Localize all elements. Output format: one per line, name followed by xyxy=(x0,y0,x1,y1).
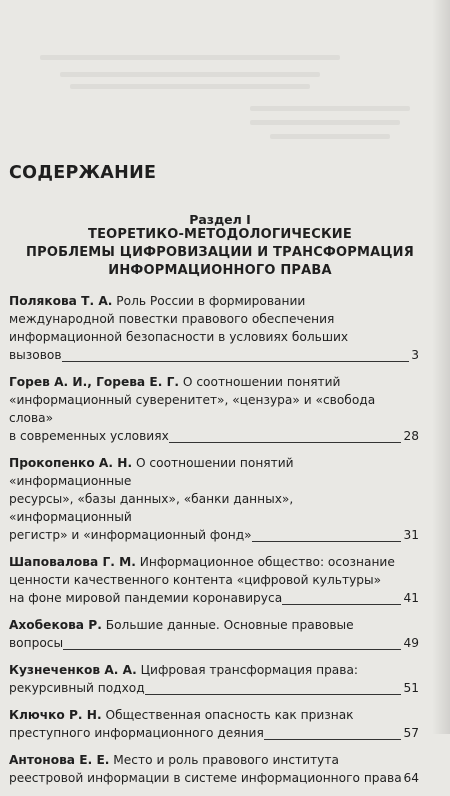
toc-title-line: вызовов xyxy=(9,348,62,362)
toc-author: Шаповалова Г. М. xyxy=(9,555,136,569)
toc-page-number: 28 xyxy=(403,429,419,443)
toc-title-line: реестровой информации в системе информационного права xyxy=(9,771,402,785)
toc-title-line: регистр» и «информационный фонд» xyxy=(9,528,252,542)
toc-entry[interactable] xyxy=(9,616,419,652)
toc-author: Антонова Е. Е. xyxy=(9,753,110,767)
toc-author: Ключко Р. Н. xyxy=(9,708,102,722)
section-title-line: ИНФОРМАЦИОННОГО ПРАВА xyxy=(108,263,332,278)
section-label: Раздел I xyxy=(189,212,251,227)
toc-page-number: 3 xyxy=(411,348,419,362)
toc-title-line: ресурсы», «базы данных», «банки данных», «информационный xyxy=(9,492,294,524)
toc-author: Прокопенко А. Н. xyxy=(9,456,133,470)
section-title xyxy=(0,226,440,280)
toc-page-number: 41 xyxy=(403,591,419,605)
section-title-line: ТЕОРЕТИКО-МЕТОДОЛОГИЧЕСКИЕ xyxy=(88,227,352,242)
toc-title-line: информационной безопасности в условиях больших xyxy=(9,330,349,344)
toc-page-number: 49 xyxy=(403,636,419,650)
toc-title-line: О соотношении понятий «информационные xyxy=(9,456,294,488)
toc-page-number: 51 xyxy=(403,681,419,695)
section-title-line: ПРОБЛЕМЫ ЦИФРОВИЗАЦИИ И ТРАНСФОРМАЦИЯ xyxy=(26,245,414,260)
toc-title-line: вопросы xyxy=(9,636,64,650)
toc-page-number: 31 xyxy=(403,528,419,542)
toc-entry[interactable] xyxy=(9,751,419,787)
toc-author: Ахобекова Р. xyxy=(9,618,102,632)
toc-title-line: Место и роль правового института xyxy=(113,753,339,767)
toc-title-line: ценности качественного контента «цифровой культуры» xyxy=(9,573,382,587)
toc-author: Полякова Т. А. xyxy=(9,294,113,308)
toc-title-line: международной повестки правового обеспечения xyxy=(9,312,335,326)
toc-title-line: «информационный суверенитет», «цензура» и «свобода слова» xyxy=(9,393,376,425)
toc-author: Горев А. И., Горева Е. Г. xyxy=(9,375,179,389)
toc-entry[interactable] xyxy=(9,661,419,697)
toc-title-line: преступного информационного деяния xyxy=(9,726,264,740)
toc-title-line: Цифровая трансформация права: xyxy=(140,663,359,677)
bleed-through-text xyxy=(0,0,450,150)
toc-entry[interactable] xyxy=(9,706,419,742)
toc-entry[interactable] xyxy=(9,553,419,607)
toc-title-line: Роль России в формировании xyxy=(116,294,306,308)
toc-page-number: 64 xyxy=(403,771,419,785)
toc-author: Кузнеченков А. А. xyxy=(9,663,137,677)
toc-entry[interactable] xyxy=(9,373,419,445)
toc-title-line: в современных условиях xyxy=(9,429,169,443)
toc-entry[interactable] xyxy=(9,454,419,544)
toc-title-line: на фоне мировой пандемии коронавируса xyxy=(9,591,283,605)
toc-title-line: рекурсивный подход xyxy=(9,681,145,695)
toc-title-line: Общественная опасность как признак xyxy=(105,708,354,722)
contents-heading: СОДЕРЖАНИЕ xyxy=(9,163,157,183)
toc-page-number: 57 xyxy=(403,726,419,740)
page-edge-shadow xyxy=(432,0,450,734)
toc-title-line: Большие данные. Основные правовые xyxy=(105,618,354,632)
toc-title-line: Информационное общество: осознание xyxy=(139,555,395,569)
toc-title-line: О соотношении понятий xyxy=(182,375,341,389)
table-of-contents xyxy=(9,292,419,796)
toc-entry[interactable] xyxy=(9,292,419,364)
